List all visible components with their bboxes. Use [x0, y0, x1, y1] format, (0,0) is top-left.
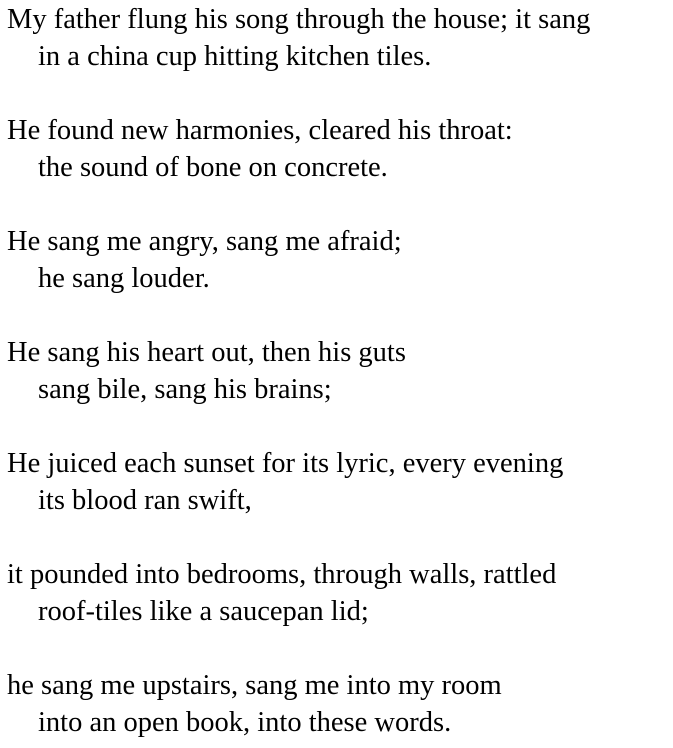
poem-line-indented: into an open book, into these words. — [38, 707, 452, 738]
poem-line-indented: in a china cup hitting kitchen tiles. — [38, 41, 432, 72]
poem-line: He found new harmonies, cleared his throat: — [7, 115, 513, 146]
poem-line: He sang me angry, sang me afraid; — [7, 226, 402, 257]
poem-line: it pounded into bedrooms, through walls, rattled — [7, 559, 557, 590]
poem-line-indented: the sound of bone on concrete. — [38, 152, 388, 183]
poem-line-indented: he sang louder. — [38, 263, 210, 294]
poem-line: He juiced each sunset for its lyric, every evening — [7, 448, 564, 479]
poem-line-indented: sang bile, sang his brains; — [38, 374, 332, 405]
poem-line-indented: roof-tiles like a saucepan lid; — [38, 596, 369, 627]
poem-line-indented: its blood ran swift, — [38, 485, 252, 516]
poem-line: He sang his heart out, then his guts — [7, 337, 406, 368]
poem-line: My father flung his song through the house; it sang — [7, 4, 591, 35]
poem-line: he sang me upstairs, sang me into my room — [7, 670, 502, 701]
